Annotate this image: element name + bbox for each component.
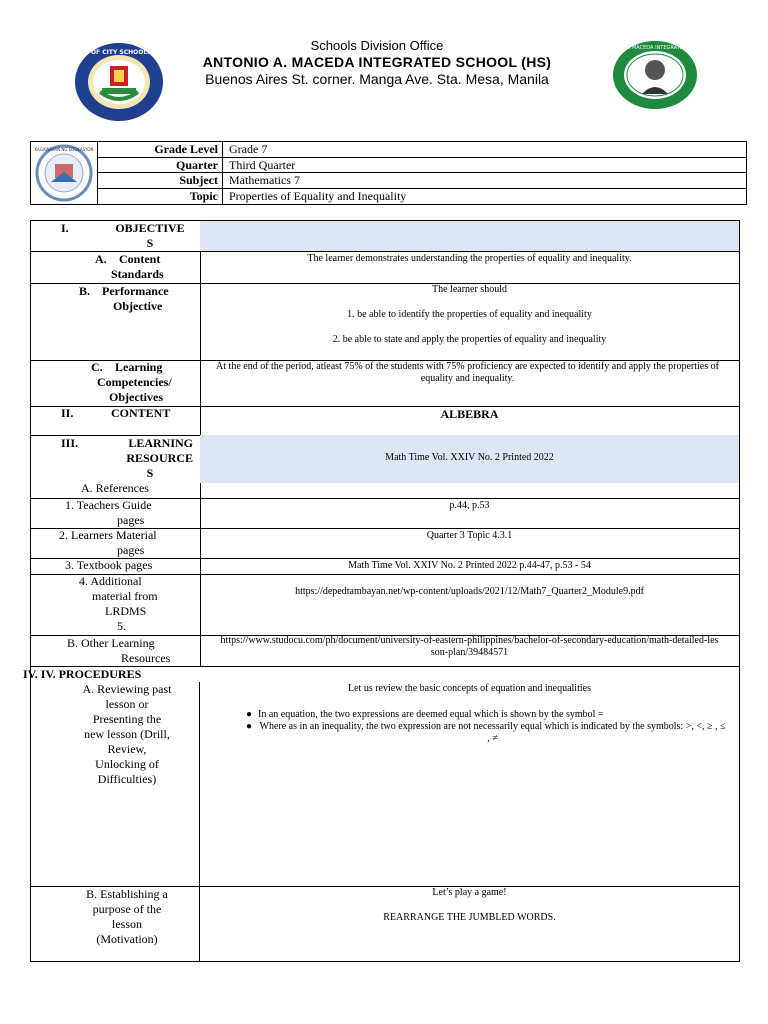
textbook-pages-value: Math Time Vol. XXIV No. 2 Printed 2022 p.44-47, p.53 - 54: [348, 560, 591, 571]
subject-label: Subject: [97, 173, 223, 189]
content-row: II. CONTENT ALBEBRA: [31, 406, 739, 436]
content-standards-row: A. Content Standards The learner demonstrates understanding the properties of equality and inequality.: [31, 251, 739, 284]
procedures-title: IV. IV. PROCEDURES: [23, 667, 142, 681]
teachers-guide-value: p.44, p.53: [449, 500, 490, 511]
learning-competencies-row: C. Learning Competencies/ Objectives At the end of the period, atleast 75% of the students with 75% proficiency are expected to identify and apply the properties of equality and inequality.: [31, 360, 739, 407]
info-table: [30, 141, 747, 205]
quarter-value: Third Quarter: [223, 158, 746, 174]
svg-text:ANTONIO A. MACEDA INTEGRATED S: ANTONIO A. MACEDA INTEGRATED SCHOOL: [600, 45, 710, 51]
school-name: ANTONIO A. MACEDA INTEGRATED SCHOOL (HS): [202, 54, 552, 70]
school-seal-logo: [600, 40, 710, 110]
svg-text:KAGAWARAN NG EDUKASYON: KAGAWARAN NG EDUKASYON: [34, 147, 94, 152]
learning-competencies-text: At the end of the period, atleast 75% of the students with 75% proficiency are expected to identify and apply the properties of equality and inequality.: [216, 361, 719, 384]
additional-material-row: 4. Additional material from LRDMS 5. https://depedtambayan.net/wp-content/uploads/2021/12/Math7_Quarter2_Module9.pdf: [31, 574, 739, 636]
lesson-plan-table: [23, 220, 740, 962]
other-resources-row: B. Other Learning Resources https://www.studocu.com/ph/document/university-of-eastern-philippines/bachelor-of-secondary-education/math-detailed-lesson-plan/39484571: [31, 635, 739, 667]
objectives-header-value: [200, 221, 739, 251]
school-address: Buenos Aires St. corner. Manga Ave. Sta. Mesa, Manila: [205, 71, 549, 87]
office-name: Schools Division Office: [310, 38, 444, 53]
textbook-pages-row: 3. Textbook pages Math Time Vol. XXIV No. 2 Printed 2022 p.44-47, p.53 - 54: [31, 558, 739, 575]
topic-value: Properties of Equality and Inequality: [229, 188, 407, 203]
learners-material-value: Quarter 3 Topic 4.3.1: [426, 530, 513, 541]
establishing-purpose-row: B. Establishing a purpose of the lesson (Motivation) Let’s play a game! REARRANGE THE JUMBLED WORDS.: [31, 886, 739, 962]
performance-objective-row: B. Performance Objective The learner should 1. be able to identify the properties of equality and inequality 2. be able to state and apply the properties of equality and inequality: [31, 283, 739, 361]
performance-text-item1: 1. be able to identify the properties of equality and inequality: [347, 309, 592, 320]
deped-seal-logo: [31, 142, 97, 204]
objectives-header-row: I. OBJECTIVE S: [31, 221, 739, 252]
review-bullet-1: ● In an equation, the two expressions are deemed equal which is shown by the symbol =: [246, 709, 604, 720]
content-value: ALBEBRA: [440, 407, 499, 421]
grade-level-value: Grade 7: [223, 142, 746, 158]
review-intro: Let us review the basic concepts of equation and inequalities: [348, 683, 591, 694]
performance-text-item2: 2. be able to state and apply the properties of equality and inequality: [332, 334, 607, 345]
grade-level-label: Grade Level: [97, 142, 223, 158]
teachers-guide-row: 1. Teachers Guide pages p.44, p.53: [31, 498, 739, 529]
division-seal-logo: [58, 42, 180, 122]
learners-material-row: 2. Learners Material pages Quarter 3 Topic 4.3.1: [31, 528, 739, 559]
learning-resources-row: III. LEARNING RESOURCE S A. References Math Time Vol. XXIV No. 2 Printed 2022: [31, 435, 739, 499]
svg-text:DIVISION OF CITY SCHOOLS MANIL: DIVISION OF CITY SCHOOLS MANILA: [58, 49, 180, 56]
review-bullet-list: [200, 709, 739, 745]
content-standards-text: The learner demonstrates understanding the properties of equality and inequality.: [307, 253, 632, 264]
subject-value: Mathematics 7: [223, 173, 746, 189]
additional-material-link[interactable]: https://depedtambayan.net/wp-content/uploads/2021/12/Math7_Quarter2_Module9.pdf: [295, 586, 644, 597]
topic-label: Topic: [97, 189, 223, 205]
performance-text-intro: The learner should: [432, 284, 507, 295]
resources-header-value: Math Time Vol. XXIV No. 2 Printed 2022: [385, 452, 554, 463]
jumbled-words-instruction: REARRANGE THE JUMBLED WORDS.: [383, 912, 556, 923]
game-intro: Let’s play a game!: [432, 887, 507, 898]
other-resources-link[interactable]: https://www.studocu.com/ph/document/university-of-eastern-philippines/bachelor-of-secondary-education/math-detailed-lesson-plan/39484571: [220, 635, 719, 658]
deped-logo-cell: [31, 142, 98, 204]
references-label: A. References: [81, 481, 149, 495]
reviewing-lesson-row: A. Reviewing past lesson or Presenting the new lesson (Drill, Review, Unlocking of Difficulties) Let us review the basic concepts of equation and inequalities ● In an equation, the two expressions are deemed equal which is shown by the symbol = ● Where as in an inequality, the two expression are not necessarily equal which is indicated by the symbols: >, <, ≥ , ≤ , ≠: [31, 682, 739, 887]
quarter-label: Quarter: [97, 158, 223, 174]
review-bullet-2: ● Where as in an inequality, the two expression are not necessarily equal which is indicated by the symbols: >, <, ≥ , ≤ , ≠: [246, 721, 726, 744]
